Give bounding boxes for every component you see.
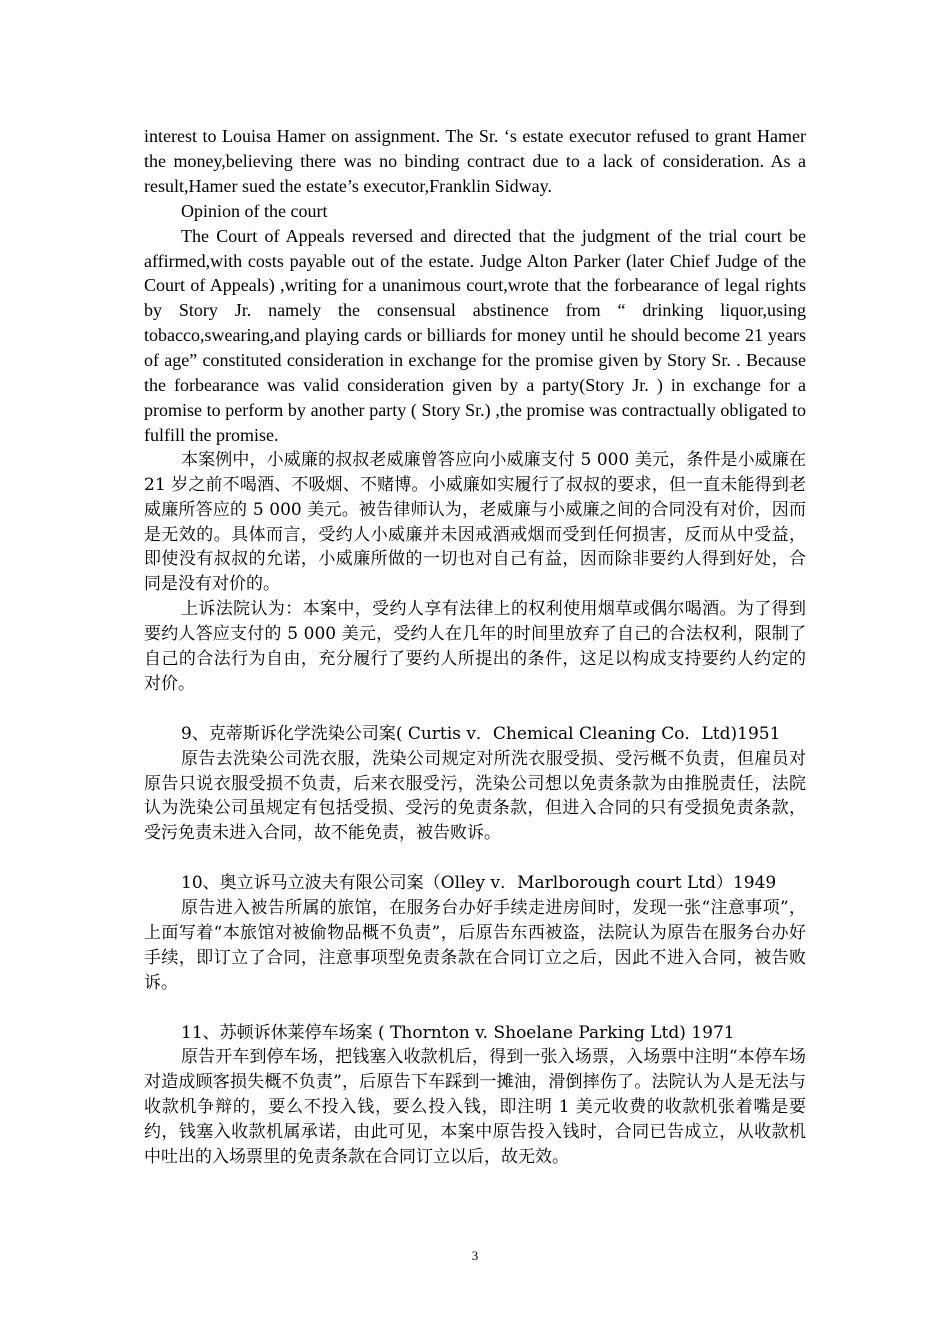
case-11-body: 原告开车到停车场，把钱塞入收款机后，得到一张入场票，入场票中注明“本停车场对造成顾客损失概不负责”，后原告下车踩到一摊油，滑倒摔伤了。法院认为人是无法与收款机争辩的，要么不投入钱，要么投入钱，即注明 1 美元收费的收款机张着嘴是要约，钱塞入收款机属承诺，由此可见，本案中原告投入钱时，合同已告成立，从收款机中吐出的入场票里的免责条款在合同订立以后，故无效。 [144, 1047, 806, 1168]
opinion-heading: Opinion of the court [181, 200, 328, 221]
english-paragraph-1: interest to Louisa Hamer on assignment. The Sr. ‘s estate executor refused to grant Hamer the money,believing there was no binding contract due to a lack of consideration. As a result,Hamer sued the estate’s executor,Franklin Sidway. [144, 126, 806, 196]
page-number: 3 [471, 1248, 479, 1263]
spacer [144, 697, 806, 722]
spacer [144, 996, 806, 1021]
case-11-title: 11、苏顿诉休莱停车场案 ( Thornton v. Shoelane Parking Ltd) 1971 [181, 1022, 735, 1043]
case-9-title: 9、克蒂斯诉化学洗染公司案( Curtis v．Chemical Cleaning Co．Ltd)1951 [181, 723, 781, 744]
case-10-body: 原告进入被告所属的旅馆，在服务台办好手续走进房间时，发现一张“注意事项”，上面写着“本旅馆对被偷物品概不负责”，后原告东西被盗，法院认为原告在服务台办好手续，即订立了合同，注意事项型免责条款在合同订立之后，因此不进入合同，被告败诉。 [144, 898, 806, 993]
chinese-paragraph-1: 本案例中，小威廉的叔叔老威廉曾答应向小威廉支付 5 000 美元，条件是小威廉在 21 岁之前不喝酒、不吸烟、不赌博。小威廉如实履行了叔叔的要求，但一直未能得到老威廉所答应的 5 000 美元。被告律师认为，老威廉与小威廉之间的合同没有对价，因而是无效的。具体而言，受约人小威廉并未因戒酒戒烟而受到任何损害，反而从中受益，即使没有叔叔的允诺，小威廉所做的一切也对自己有益，因而除非要约人得到好处，合同是没有对价的。 [144, 449, 806, 595]
english-paragraph-2: The Court of Appeals reversed and directed that the judgment of the trial court be affirmed,with costs payable out of the estate. Judge Alton Parker (later Chief Judge of the Court of Appeals) ,writing for a unanimous court,wrote that the forbearance of legal rights by Story Jr. namely the consensual abstinence from “ drinking liquor,using tobacco,swearing,and playing cards or billiards for money until he should become 21 years of age” constituted consideration in exchange for the promise given by Story Sr. . Because the forbearance was valid consideration given by a party(Story Jr. ) in exchange for a promise to perform by another party ( Story Sr.) ,the promise was contractually obligated to fulfill the promise. [144, 225, 806, 445]
case-9-body: 原告去洗染公司洗衣服，洗染公司规定对所洗衣服受损、受污概不负责，但雇员对原告只说衣服受损不负责，后来衣服受污，洗染公司想以免责条款为由推脱责任，法院认为洗染公司虽规定有包括受损、受污的免责条款，但进入合同的只有受损免责条款，受污免责未进入合同，故不能免责，被告败诉。 [144, 748, 806, 844]
case-10-title: 10、奥立诉马立波夫有限公司案（Olley v．Marlborough court Ltd）1949 [181, 873, 777, 894]
chinese-paragraph-2: 上诉法院认为：本案中，受约人享有法律上的权利使用烟草或偶尔喝酒。为了得到要约人答应支付的 5 000 美元，受约人在几年的时间里放弃了自己的合法权利，限制了自己的合法行为自由，充分履行了要约人所提出的条件，这足以构成支持要约人约定的对价。 [144, 599, 806, 694]
spacer [144, 846, 806, 871]
document-body [144, 124, 806, 1170]
